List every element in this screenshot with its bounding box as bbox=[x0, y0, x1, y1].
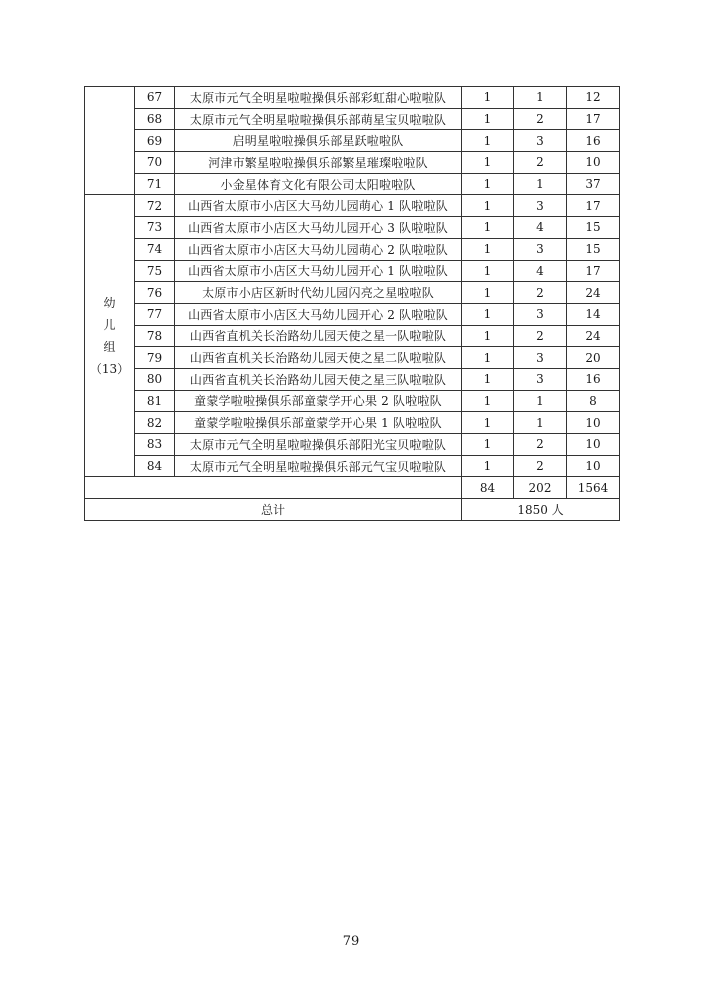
team-name: 山西省直机关长治路幼儿园天使之星三队啦啦队 bbox=[175, 368, 462, 390]
col-c-value: 15 bbox=[567, 217, 620, 239]
group-cell-previous bbox=[85, 87, 135, 195]
col-c-value: 10 bbox=[567, 152, 620, 174]
row-number: 73 bbox=[135, 217, 175, 239]
col-c-value: 20 bbox=[567, 347, 620, 369]
table-row bbox=[85, 108, 620, 130]
col-b-value: 2 bbox=[514, 108, 567, 130]
table-row bbox=[85, 455, 620, 477]
col-c-value: 10 bbox=[567, 434, 620, 456]
row-number: 79 bbox=[135, 347, 175, 369]
table-row bbox=[85, 87, 620, 109]
col-c-value: 16 bbox=[567, 130, 620, 152]
team-name: 山西省太原市小店区大马幼儿园开心 2 队啦啦队 bbox=[175, 303, 462, 325]
col-a-value: 1 bbox=[462, 282, 514, 304]
col-b-value: 1 bbox=[514, 390, 567, 412]
subtotal-c: 1564 bbox=[567, 477, 620, 499]
col-b-value: 1 bbox=[514, 412, 567, 434]
col-a-value: 1 bbox=[462, 325, 514, 347]
col-b-value: 3 bbox=[514, 347, 567, 369]
col-a-value: 1 bbox=[462, 260, 514, 282]
group-cell-kindergarten bbox=[85, 195, 135, 477]
row-number: 82 bbox=[135, 412, 175, 434]
table-row bbox=[85, 130, 620, 152]
row-number: 75 bbox=[135, 260, 175, 282]
table-row bbox=[85, 368, 620, 390]
row-number: 81 bbox=[135, 390, 175, 412]
team-name: 河津市繁星啦啦操俱乐部繁星璀璨啦啦队 bbox=[175, 152, 462, 174]
col-b-value: 2 bbox=[514, 455, 567, 477]
subtotal-row bbox=[85, 477, 620, 499]
team-name: 启明星啦啦操俱乐部星跃啦啦队 bbox=[175, 130, 462, 152]
col-c-value: 16 bbox=[567, 368, 620, 390]
total-value: 1850 人 bbox=[462, 499, 620, 521]
team-name: 太原市元气全明星啦啦操俱乐部彩虹甜心啦啦队 bbox=[175, 87, 462, 109]
col-c-value: 14 bbox=[567, 303, 620, 325]
team-name: 童蒙学啦啦操俱乐部童蒙学开心果 2 队啦啦队 bbox=[175, 390, 462, 412]
team-name: 山西省太原市小店区大马幼儿园开心 3 队啦啦队 bbox=[175, 217, 462, 239]
row-number: 67 bbox=[135, 87, 175, 109]
col-a-value: 1 bbox=[462, 455, 514, 477]
col-a-value: 1 bbox=[462, 217, 514, 239]
team-name: 太原市元气全明星啦啦操俱乐部萌星宝贝啦啦队 bbox=[175, 108, 462, 130]
col-c-value: 10 bbox=[567, 412, 620, 434]
row-number: 76 bbox=[135, 282, 175, 304]
col-b-value: 3 bbox=[514, 303, 567, 325]
group-count: （13） bbox=[89, 361, 130, 376]
team-name: 山西省直机关长治路幼儿园天使之星二队啦啦队 bbox=[175, 347, 462, 369]
table-row bbox=[85, 282, 620, 304]
table-row bbox=[85, 217, 620, 239]
col-b-value: 2 bbox=[514, 325, 567, 347]
col-b-value: 1 bbox=[514, 87, 567, 109]
col-b-value: 2 bbox=[514, 152, 567, 174]
team-name: 山西省太原市小店区大马幼儿园萌心 1 队啦啦队 bbox=[175, 195, 462, 217]
table-row bbox=[85, 325, 620, 347]
col-b-value: 3 bbox=[514, 368, 567, 390]
table-row bbox=[85, 152, 620, 174]
col-c-value: 12 bbox=[567, 87, 620, 109]
col-a-value: 1 bbox=[462, 108, 514, 130]
row-number: 68 bbox=[135, 108, 175, 130]
table-row bbox=[85, 434, 620, 456]
subtotal-b: 202 bbox=[514, 477, 567, 499]
table-row bbox=[85, 303, 620, 325]
col-b-value: 2 bbox=[514, 434, 567, 456]
col-c-value: 17 bbox=[567, 108, 620, 130]
col-b-value: 4 bbox=[514, 217, 567, 239]
col-c-value: 17 bbox=[567, 195, 620, 217]
table-row bbox=[85, 173, 620, 195]
col-a-value: 1 bbox=[462, 368, 514, 390]
col-c-value: 24 bbox=[567, 325, 620, 347]
col-a-value: 1 bbox=[462, 152, 514, 174]
row-number: 80 bbox=[135, 368, 175, 390]
team-name: 太原市元气全明星啦啦操俱乐部元气宝贝啦啦队 bbox=[175, 455, 462, 477]
group-label-char: 组 bbox=[103, 339, 116, 354]
group-label-char: 儿 bbox=[103, 317, 116, 332]
total-label: 总计 bbox=[85, 499, 462, 521]
col-a-value: 1 bbox=[462, 130, 514, 152]
team-name: 山西省直机关长治路幼儿园天使之星一队啦啦队 bbox=[175, 325, 462, 347]
table-row bbox=[85, 412, 620, 434]
col-a-value: 1 bbox=[462, 347, 514, 369]
table-row bbox=[85, 260, 620, 282]
col-c-value: 8 bbox=[567, 390, 620, 412]
team-name: 童蒙学啦啦操俱乐部童蒙学开心果 1 队啦啦队 bbox=[175, 412, 462, 434]
team-name: 山西省太原市小店区大马幼儿园开心 1 队啦啦队 bbox=[175, 260, 462, 282]
table-row bbox=[85, 238, 620, 260]
total-row bbox=[85, 499, 620, 521]
team-name: 小金星体育文化有限公司太阳啦啦队 bbox=[175, 173, 462, 195]
col-a-value: 1 bbox=[462, 173, 514, 195]
col-a-value: 1 bbox=[462, 434, 514, 456]
col-b-value: 3 bbox=[514, 130, 567, 152]
table-row bbox=[85, 390, 620, 412]
col-a-value: 1 bbox=[462, 195, 514, 217]
col-b-value: 1 bbox=[514, 173, 567, 195]
row-number: 70 bbox=[135, 152, 175, 174]
col-a-value: 1 bbox=[462, 303, 514, 325]
col-a-value: 1 bbox=[462, 87, 514, 109]
team-name: 太原市小店区新时代幼儿园闪亮之星啦啦队 bbox=[175, 282, 462, 304]
table-row bbox=[85, 195, 620, 217]
row-number: 83 bbox=[135, 434, 175, 456]
col-b-value: 2 bbox=[514, 282, 567, 304]
row-number: 74 bbox=[135, 238, 175, 260]
col-b-value: 3 bbox=[514, 238, 567, 260]
team-name: 山西省太原市小店区大马幼儿园萌心 2 队啦啦队 bbox=[175, 238, 462, 260]
col-c-value: 37 bbox=[567, 173, 620, 195]
subtotal-label-cell bbox=[85, 477, 462, 499]
col-c-value: 17 bbox=[567, 260, 620, 282]
col-b-value: 3 bbox=[514, 195, 567, 217]
row-number: 84 bbox=[135, 455, 175, 477]
col-c-value: 10 bbox=[567, 455, 620, 477]
col-a-value: 1 bbox=[462, 390, 514, 412]
subtotal-a: 84 bbox=[462, 477, 514, 499]
team-roster-table bbox=[84, 86, 620, 521]
col-a-value: 1 bbox=[462, 238, 514, 260]
col-c-value: 24 bbox=[567, 282, 620, 304]
page-number: 79 bbox=[342, 934, 360, 949]
table-row bbox=[85, 347, 620, 369]
row-number: 78 bbox=[135, 325, 175, 347]
row-number: 69 bbox=[135, 130, 175, 152]
col-a-value: 1 bbox=[462, 412, 514, 434]
group-label-char: 幼 bbox=[103, 295, 116, 310]
team-name: 太原市元气全明星啦啦操俱乐部阳光宝贝啦啦队 bbox=[175, 434, 462, 456]
col-b-value: 4 bbox=[514, 260, 567, 282]
row-number: 77 bbox=[135, 303, 175, 325]
row-number: 71 bbox=[135, 173, 175, 195]
col-c-value: 15 bbox=[567, 238, 620, 260]
row-number: 72 bbox=[135, 195, 175, 217]
